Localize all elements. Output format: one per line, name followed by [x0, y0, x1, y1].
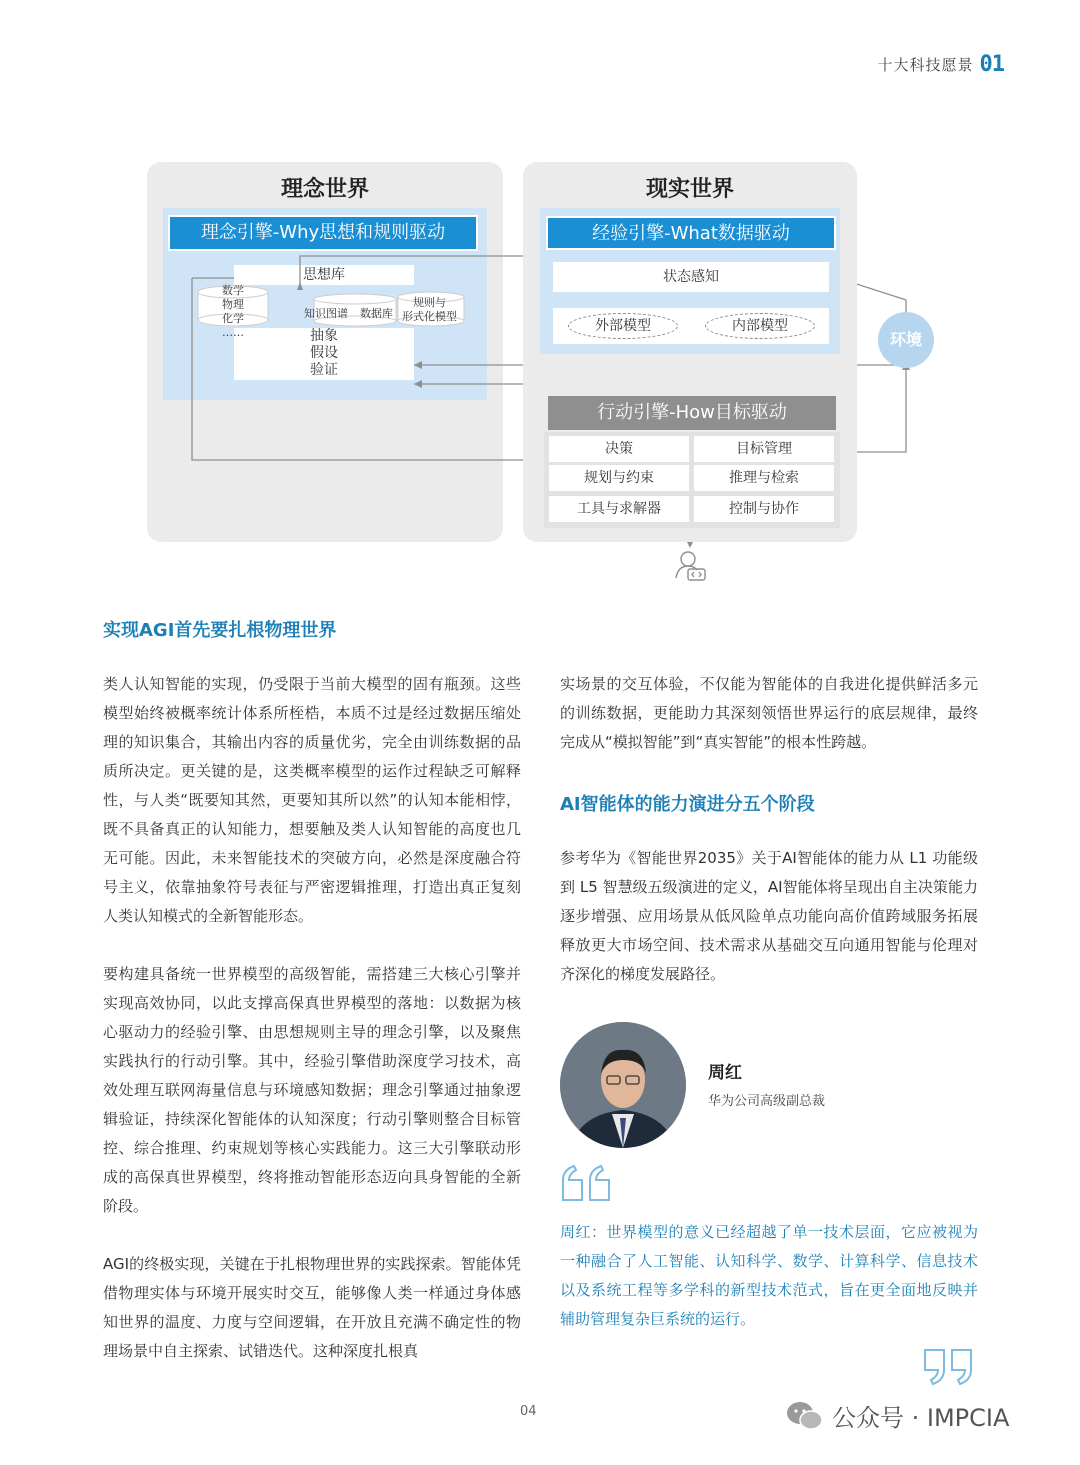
action-cell: 目标管理: [694, 436, 834, 462]
action-cell: 推理与检索: [694, 465, 834, 491]
rules-label: [402, 296, 457, 324]
method-item: 验证: [310, 362, 338, 378]
external-model: 外部模型: [568, 313, 678, 339]
subjects-list: [222, 284, 244, 340]
portrait-image: [560, 1022, 686, 1148]
internal-model: 内部模型: [705, 313, 815, 339]
environment-circle: 环境: [878, 312, 934, 368]
section2-paragraph-1: 参考华为《智能世界2035》关于AI智能体的能力从 L1 功能级到 L5 智慧级五级演进的定义，AI智能体将呈现出自主决策能力逐步增强、应用场景从低风险单点功能向高价值跨域服务拓展释放更大市场空间、技术需求从基础交互向通用智能与伦理对齐深化的梯度发展路径。: [560, 849, 978, 983]
real-world-title: 现实世界: [645, 177, 734, 202]
knowledge-graph-label: 知识图谱: [304, 307, 348, 320]
watermark-text: 公众号 · IMPCIA: [832, 1404, 1010, 1432]
profile-name: 周红: [708, 1063, 742, 1083]
action-engine-header: 行动引擎-How目标驱动: [548, 396, 836, 430]
profile-role: 华为公司高级副总裁: [708, 1094, 826, 1109]
close-quote-icon: [922, 1346, 978, 1386]
method-list: [300, 328, 348, 379]
method-item: 抽象: [310, 328, 338, 344]
ideal-engine-header: 理念引擎-Why思想和规则驱动: [168, 215, 478, 251]
avatar: [560, 1022, 686, 1148]
rules-line: 规则与: [413, 296, 446, 309]
thought-library-label: 思想库: [303, 267, 345, 283]
section1-paragraph-1: 类人认知智能的实现，仍受限于当前大模型的固有瓶颈。这些模型始终被概率统计体系所桎梏，本质不过是经过数据压缩处理的知识集合，其输出内容的质量优劣，完全由训练数据的品质所决定。更关键的是，这类概率模型的运作过程缺乏可解释性，与人类“既要知其然，更要知其所以然”的认知本能相悖，既不具备真正的认知能力，想要触及类人认知智能的高度也几无可能。因此，未来智能技术的突破方向，必然是深度融合符号主义，依靠抽象符号表征与严密逻辑推理，打造出真正复刻人类认知模式的全新智能形态。: [103, 675, 521, 925]
wechat-watermark: [786, 1398, 1009, 1433]
action-cell: 规划与约束: [549, 465, 689, 491]
subject-item: 物理: [222, 298, 244, 311]
user-icon: [676, 552, 705, 580]
quote-text: 周红：世界模型的意义已经超越了单一技术层面，它应被视为一种融合了人工智能、认知科学、数学、计算科学、信息技术以及系统工程等多学科的新型技术范式，旨在更全面地反映并辅助管理复杂巨系统的运行。: [560, 1223, 978, 1328]
header-title: 十大科技愿景: [877, 56, 974, 74]
section1-paragraph-3: AGI的终极实现，关键在于扎根物理世界的实践探索。智能体凭借物理实体与环境开展实时交互，能够像人类一样通过身体感知世界的温度、力度与空间逻辑，在开放且充满不确定性的物理场景中自主探索、试错迭代。这种深度扎根真: [103, 1255, 521, 1360]
subject-item: 数学: [222, 284, 244, 297]
database-label: 数据库: [360, 307, 393, 320]
header-number: 01: [979, 52, 1004, 77]
subject-item: ……: [222, 326, 244, 339]
world-model-diagram: [0, 0, 1080, 600]
action-cell: 控制与协作: [694, 496, 834, 522]
wechat-icon: [786, 1400, 824, 1432]
ideal-world-title: 理念世界: [280, 177, 369, 202]
section1-paragraph-2: 要构建具备统一世界模型的高级智能，需搭建三大核心引擎并实现高效协同，以此支撑高保真世界模型的落地：以数据为核心驱动力的经验引擎、由思想规则主导的理念引擎，以及聚焦实践执行的行动引擎。其中，经验引擎借助深度学习技术，高效处理互联网海量信息与环境感知数据；理念引擎通过抽象逻辑验证，持续深化智能体的认知深度；行动引擎则整合目标管控、综合推理、约束规划等核心实践能力。这三大引擎联动形成的高保真世界模型，终将推动智能形态迈向具身智能的全新阶段。: [103, 965, 521, 1215]
page-number: 04: [520, 1404, 537, 1419]
action-cell: 工具与求解器: [549, 496, 689, 522]
state-sensing-box: 状态感知: [553, 262, 829, 292]
subject-item: 化学: [222, 312, 244, 325]
section1-paragraph-4: 实场景的交互体验，不仅能为智能体的自我进化提供鲜活多元的训练数据，更能助力其深刻领悟世界运行的底层规律，最终完成从“模拟智能”到“真实智能”的根本性跨越。: [560, 675, 978, 751]
section2-title: AI智能体的能力演进分五个阶段: [560, 794, 815, 815]
open-quote-icon: [560, 1164, 616, 1204]
method-item: 假设: [310, 345, 338, 361]
action-cell: 决策: [549, 436, 689, 462]
section1-title: 实现AGI首先要扎根物理世界: [103, 620, 337, 641]
rules-line: 形式化模型: [402, 310, 457, 323]
experience-engine-header: 经验引擎-What数据驱动: [546, 216, 836, 250]
